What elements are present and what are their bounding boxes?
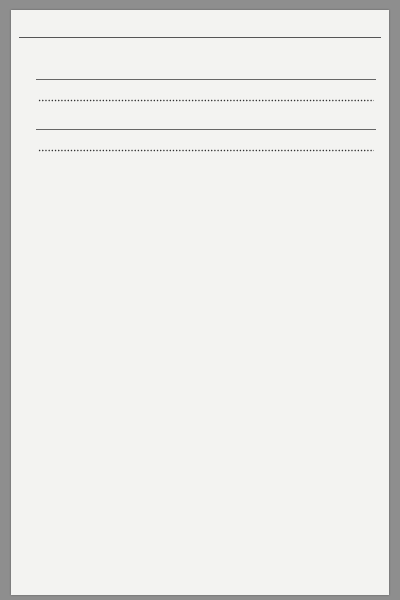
toc-entry-phonetics[interactable] <box>36 143 376 155</box>
exercises-heading <box>36 66 376 78</box>
book-page <box>11 10 389 595</box>
header-rule <box>19 37 381 38</box>
dot-leader <box>38 143 374 152</box>
dot-leader <box>38 93 374 102</box>
table-of-contents <box>36 54 376 154</box>
appendix-heading <box>36 116 376 128</box>
appendix-rule <box>36 129 376 130</box>
exercises-rule <box>36 79 376 80</box>
toc-entry-keys[interactable] <box>36 93 376 105</box>
